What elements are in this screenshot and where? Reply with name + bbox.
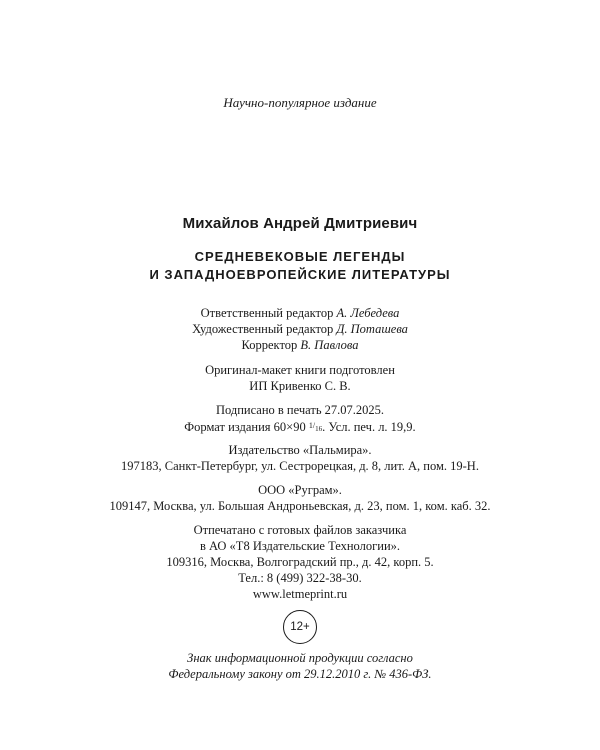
format-fraction: 1/16 [308, 421, 323, 433]
printer-phone: Тел.: 8 (499) 322-38-30. [238, 571, 362, 585]
credit-role: Ответственный редактор [200, 306, 337, 320]
book-title-line-2: И ЗАПАДНОЕВРОПЕЙСКИЕ ЛИТЕРАТУРЫ [149, 267, 451, 282]
publisher-name: Издательство «Пальмира». [228, 443, 372, 457]
layout-line-1: Оригинал-макет книги подготовлен [205, 363, 395, 377]
distributor-block [0, 482, 600, 514]
notice-line-1: Знак информационной продукции согласно [187, 651, 413, 665]
credit-person: В. Павлова [300, 338, 359, 352]
printer-website: www.letmeprint.ru [252, 587, 348, 601]
fraction-numerator: 1 [308, 421, 313, 430]
credits-block [0, 305, 600, 353]
book-title-line-1: СРЕДНЕВЕКОВЫЕ ЛЕГЕНДЫ [194, 249, 406, 264]
printer-line-2: в АО «Т8 Издательские Технологии». [199, 539, 401, 553]
credit-person: А. Лебедева [336, 306, 400, 320]
printer-address: 109316, Москва, Волгоградский пр., д. 42, корп. 5. [166, 555, 434, 569]
publisher-address: 197183, Санкт-Петербург, ул. Сестрорецкая, д. 8, лит. А, пом. 19-Н. [121, 459, 479, 473]
layout-line-2: ИП Кривенко С. В. [249, 379, 351, 393]
author-name: Михайлов Андрей Дмитриевич [182, 215, 418, 232]
age-rating-badge: 12+ [283, 610, 317, 644]
edition-type: Научно-популярное издание [223, 95, 377, 110]
print-specs-block [0, 402, 600, 437]
credit-role: Художественный редактор [192, 322, 337, 336]
printer-block [0, 522, 600, 602]
credit-line [0, 305, 600, 321]
format-prefix: Формат издания 60×90 [184, 420, 309, 434]
credit-role: Корректор [241, 338, 301, 352]
fraction-denominator: 16 [315, 425, 323, 433]
book-title [0, 248, 600, 284]
format-line [0, 418, 600, 437]
printer-line-1: Отпечатано с готовых файлов заказчика [193, 523, 407, 537]
credit-line [0, 321, 600, 337]
publisher-block [0, 442, 600, 474]
signed-date: Подписано в печать 27.07.2025. [215, 403, 385, 417]
credit-line [0, 337, 600, 353]
info-notice [0, 650, 600, 682]
distributor-address: 109147, Москва, ул. Большая Андроньевская, д. 23, пом. 1, ком. каб. 32. [109, 499, 491, 513]
notice-line-2: Федеральному закону от 29.12.2010 г. № 436-ФЗ. [168, 667, 432, 681]
credit-person: Д. Поташева [336, 322, 408, 336]
distributor-name: ООО «Руграм». [258, 483, 342, 497]
layout-block [0, 362, 600, 394]
format-suffix: . Усл. печ. л. 19,9. [322, 420, 416, 434]
